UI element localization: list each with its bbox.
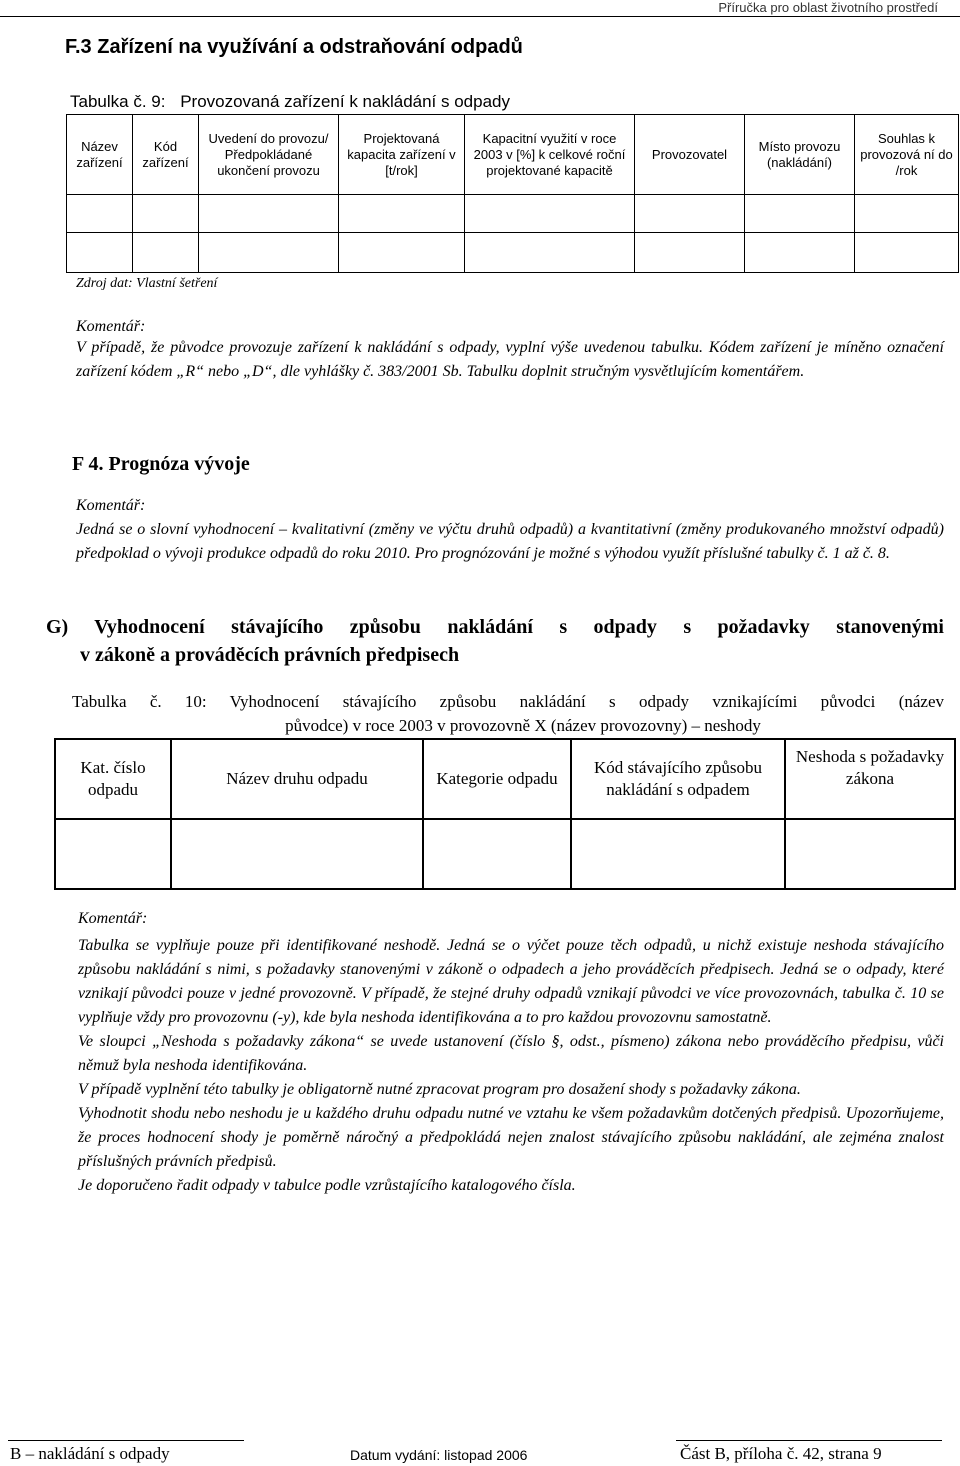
table10-cell bbox=[423, 819, 571, 889]
table9-header-cell: Projektovaná kapacita zařízení v [t/rok] bbox=[339, 115, 465, 195]
table9-cell bbox=[67, 233, 133, 273]
comment2-text: Jedná se o slovní vyhodnocení – kvalitativní (změny ve výčtu druhů odpadů) a kvantitativní (změny produkovaného množství odpadů) předpoklad o vývoji produkce odpadů do roku 2010. Pro prognózování je možné s výhodou využít příslušné tabulky č. 1 až č. 8. bbox=[76, 521, 944, 562]
section-g-title bbox=[46, 613, 944, 669]
comment3-paragraph: Je doporučeno řadit odpady v tabulce podle vzrůstajícího katalogového čísla. bbox=[78, 1177, 576, 1194]
table10 bbox=[54, 738, 956, 890]
section-g-title-line2: v zákoně a prováděcích právních předpisech bbox=[80, 644, 460, 666]
comment3-paragraph: Tabulka se vyplňuje pouze při identifikované neshodě. Jedná se o výčet pouze těch odpadů, u nichž existuje neshoda stávajícího způsobu nakládání s nimi, s požadavky stanovenými v zákoně o odpadech a jeho prováděcích předpisech. Jedná se o odpady, které vznikají původci pouze v jedné provozovně. V případě, že stejné druhy odpadů vznikají původci ve více provozovnách, tabulka č. 10 se vyplňuje vždy pro provozovnu (-y), kde byla neshoda identifikována a to pro každou provozovnu samostatně. bbox=[78, 937, 944, 1026]
footer-right: Část B, příloha č. 42, strana 9 bbox=[680, 1444, 882, 1463]
table10-cell bbox=[171, 819, 423, 889]
table9-header-cell: Provozovatel bbox=[635, 115, 745, 195]
table9-header-cell: Kapacitní využití v roce 2003 v [%] k celkové roční projektované kapacitě bbox=[465, 115, 635, 195]
section-f4-title: F 4. Prognóza vývoje bbox=[72, 453, 250, 475]
table10-header-cell: Kat. číslo odpadu bbox=[55, 739, 171, 819]
table9-cell bbox=[635, 195, 745, 233]
table9-empty-row bbox=[67, 233, 959, 273]
table9-cell bbox=[339, 233, 465, 273]
table10-empty-row bbox=[55, 819, 955, 889]
table9-cell bbox=[199, 195, 339, 233]
comment3-paragraph: Ve sloupci „Neshoda s požadavky zákona“ se uvede ustanovení (číslo §, odst., písmeno) zákona nebo prováděcího předpisu, vůči němuž byla neshoda identifikována. bbox=[78, 1033, 944, 1074]
running-head: Příručka pro oblast životního prostředí bbox=[718, 0, 938, 15]
table9-header-row bbox=[67, 115, 959, 195]
footer-rule-right bbox=[676, 1440, 942, 1441]
table9-cell bbox=[67, 195, 133, 233]
table10-header-cell: Kategorie odpadu bbox=[423, 739, 571, 819]
table10-cell bbox=[785, 819, 955, 889]
table9-cell bbox=[465, 233, 635, 273]
table10-caption bbox=[72, 690, 944, 738]
table9-cell bbox=[635, 233, 745, 273]
table9-cell bbox=[745, 195, 855, 233]
table9-cell bbox=[133, 195, 199, 233]
table10-caption-line2: původce) v roce 2003 v provozovně X (název provozovny) – neshody bbox=[285, 716, 761, 735]
table9-header-cell: Souhlas k provozová ní do /rok bbox=[855, 115, 959, 195]
table9-source: Zdroj dat: Vlastní šetření bbox=[76, 276, 218, 291]
comment2-label: Komentář: bbox=[76, 497, 146, 514]
table10-header-cell: Neshoda s požadavky zákona bbox=[785, 739, 955, 819]
comment3-paragraph: V případě vyplnění této tabulky je obligatorně nutné zpracovat program pro dosažení shody s požadavky zákona. bbox=[78, 1081, 801, 1098]
comment3-text bbox=[78, 934, 944, 1198]
table10-header-cell: Název druhu odpadu bbox=[171, 739, 423, 819]
table9 bbox=[66, 114, 959, 273]
table9-caption-title: Provozovaná zařízení k nakládání s odpady bbox=[180, 92, 511, 111]
table9-header-cell: Uvedení do provozu/ Předpokládané ukončení provozu bbox=[199, 115, 339, 195]
table9-cell bbox=[745, 233, 855, 273]
table10-header-cell: Kód stávajícího způsobu nakládání s odpadem bbox=[571, 739, 785, 819]
table9-cell bbox=[199, 233, 339, 273]
table9-header-cell: Název zařízení bbox=[67, 115, 133, 195]
table10-header-row bbox=[55, 739, 955, 819]
table10-cell bbox=[55, 819, 171, 889]
table9-caption bbox=[70, 92, 510, 112]
header-rule bbox=[0, 16, 960, 17]
table10-caption-line1: Tabulka č. 10: Vyhodnocení stávajícího způsobu nakládání s odpady vznikajícími původci (název bbox=[72, 692, 944, 711]
comment3-label: Komentář: bbox=[78, 910, 148, 927]
table9-cell bbox=[339, 195, 465, 233]
section-g-title-line1: G) Vyhodnocení stávajícího způsobu nakládání s odpady s požadavky stanovenými bbox=[46, 616, 944, 638]
footer-rule-left bbox=[8, 1440, 244, 1441]
table9-cell bbox=[855, 195, 959, 233]
table9-cell bbox=[465, 195, 635, 233]
table9-header-cell: Kód zařízení bbox=[133, 115, 199, 195]
table9-cell bbox=[855, 233, 959, 273]
footer-left: B – nakládání s odpady bbox=[10, 1444, 170, 1463]
table9-cell bbox=[133, 233, 199, 273]
table9-header-cell: Místo provozu (nakládání) bbox=[745, 115, 855, 195]
table9-caption-number: Tabulka č. 9: bbox=[70, 92, 166, 111]
table9-empty-row bbox=[67, 195, 959, 233]
footer-middle: Datum vydání: listopad 2006 bbox=[350, 1447, 528, 1463]
comment3-paragraph: Vyhodnotit shodu nebo neshodu je u každého druhu odpadu nutné ve vztahu ke všem požadavkům dotčených předpisů. Upozorňujeme, že proces hodnocení shody je poměrně náročný a předpokládá nejen znalost stávajícího způsobu nakládání, ale zejména znalost příslušných právních předpisů. bbox=[78, 1105, 944, 1170]
comment1-label: Komentář: bbox=[76, 318, 146, 335]
table10-cell bbox=[571, 819, 785, 889]
section-f3-title: F.3 Zařízení na využívání a odstraňování odpadů bbox=[65, 36, 523, 58]
comment1-text: V případě, že původce provozuje zařízení k nakládání s odpady, vyplní výše uvedenou tabulku. Kódem zařízení je míněno označení zařízení kódem „R“ nebo „D“, dle vyhlášky č. 383/2001 Sb. Tabulku doplnit stručným vysvětlujícím komentářem. bbox=[76, 339, 944, 380]
